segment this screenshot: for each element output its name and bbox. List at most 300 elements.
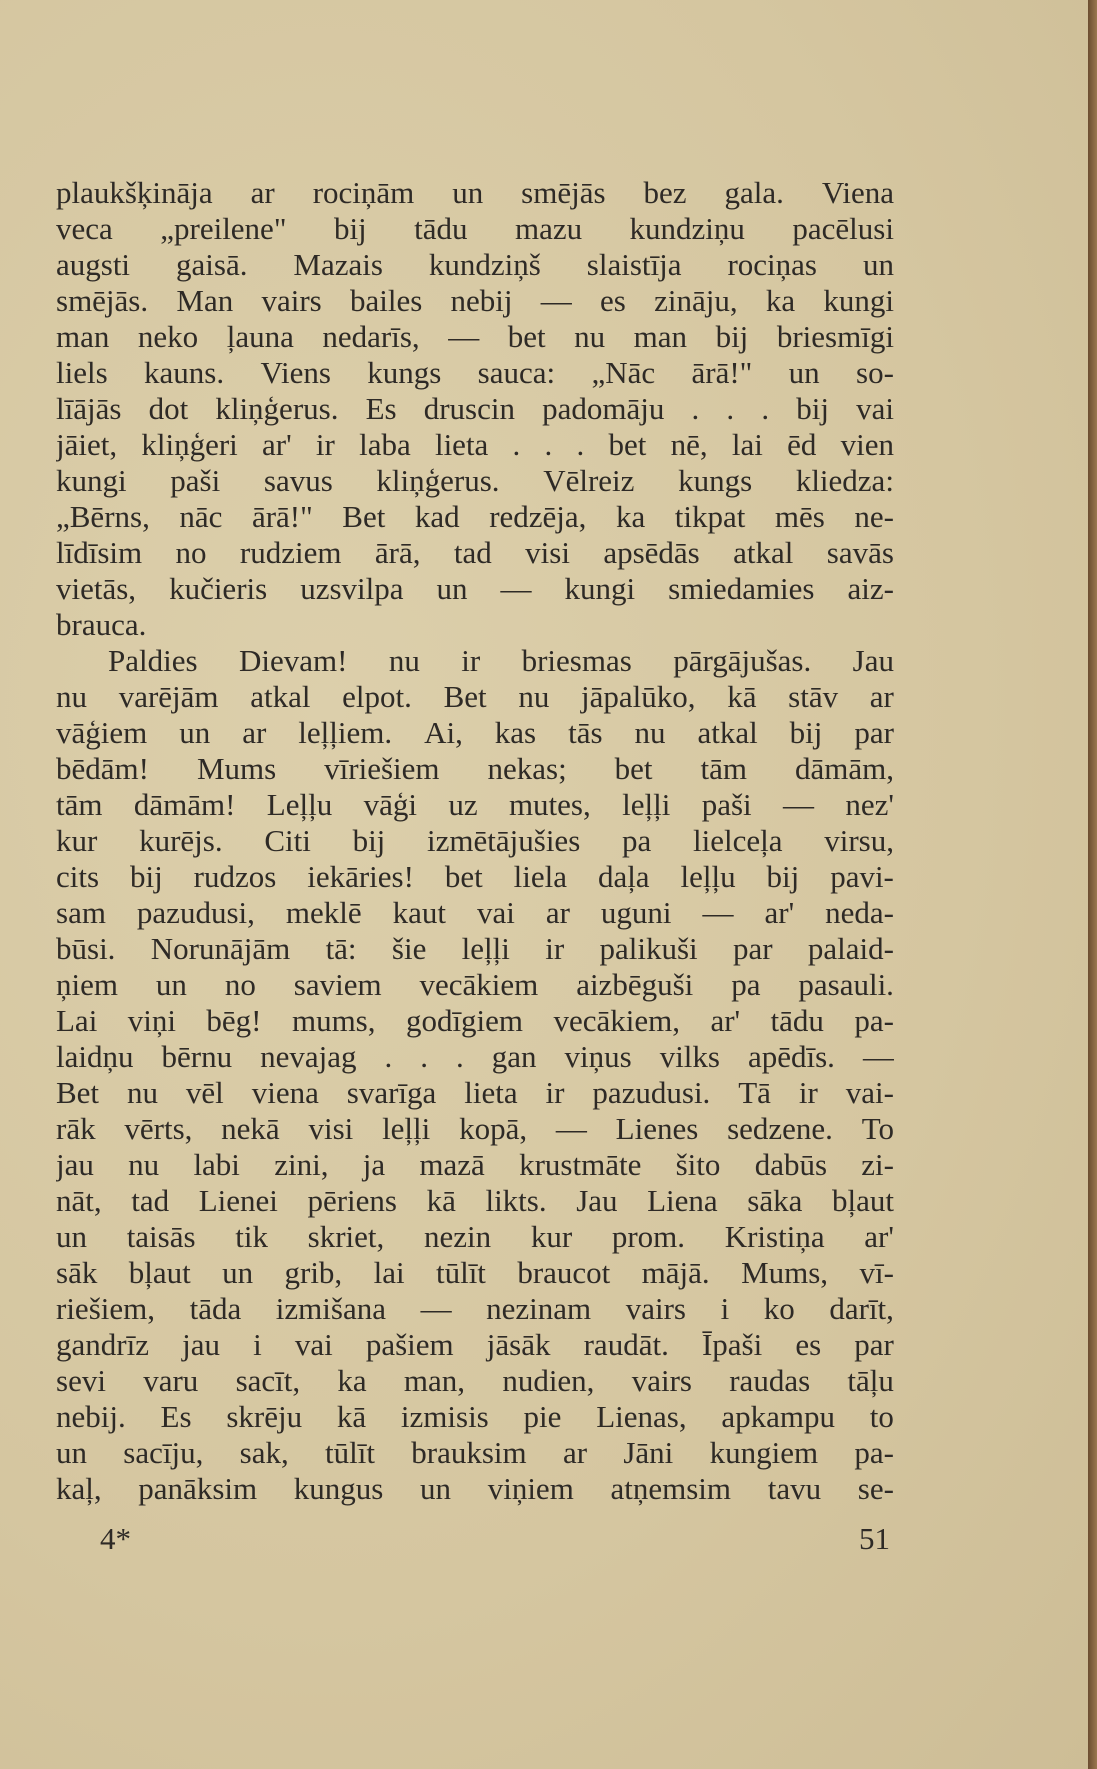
word: sāk bbox=[56, 1255, 98, 1290]
word: leļļiem. bbox=[298, 715, 393, 750]
word: smējās. bbox=[56, 283, 149, 318]
word: un bbox=[222, 1255, 254, 1290]
word: dot bbox=[148, 391, 189, 426]
word: Ai, bbox=[424, 715, 463, 750]
word: augsti bbox=[56, 247, 131, 282]
word: nāt, bbox=[56, 1183, 102, 1218]
text-line bbox=[56, 1111, 894, 1147]
word: dāmām! bbox=[133, 787, 236, 822]
word: vai bbox=[294, 1327, 333, 1362]
word: bet bbox=[608, 427, 647, 462]
word: grib, bbox=[284, 1255, 343, 1290]
word: bet bbox=[614, 751, 653, 786]
word: vecākiem, bbox=[553, 1003, 680, 1038]
word: elpot. bbox=[342, 679, 412, 714]
word: zi- bbox=[861, 1147, 894, 1182]
word: nezinam bbox=[486, 1291, 592, 1326]
word: gaisā. bbox=[176, 247, 248, 282]
text-line bbox=[56, 1039, 894, 1075]
word: — bbox=[420, 1291, 452, 1326]
word: būsi. bbox=[56, 931, 116, 966]
word: labi bbox=[193, 1147, 240, 1182]
word: „preilene" bbox=[160, 211, 287, 246]
word: nezin bbox=[423, 1219, 492, 1254]
word: slaistīja bbox=[586, 247, 682, 282]
word: vien bbox=[840, 427, 894, 462]
text-line bbox=[56, 823, 894, 859]
word: bez bbox=[643, 175, 687, 210]
text-line bbox=[56, 355, 894, 391]
word: jāiet, bbox=[56, 427, 118, 462]
word: pacēlusi bbox=[792, 211, 894, 246]
word: Es bbox=[365, 391, 397, 426]
word: Lienas, bbox=[596, 1399, 687, 1434]
word: kur bbox=[530, 1219, 573, 1254]
word: kundziņu bbox=[629, 211, 745, 246]
word: taisās bbox=[126, 1219, 196, 1254]
word: pa bbox=[622, 823, 652, 858]
word: izmētājušies bbox=[427, 823, 581, 858]
word: uzsvilpa bbox=[300, 571, 404, 606]
word: no bbox=[224, 967, 256, 1002]
word: kungs bbox=[678, 463, 753, 498]
word: kučieris bbox=[169, 571, 268, 606]
word: tūlīt bbox=[325, 1435, 375, 1470]
word: bij bbox=[789, 715, 823, 750]
word: šito bbox=[675, 1147, 721, 1182]
word: — bbox=[500, 571, 532, 606]
text-line bbox=[56, 895, 894, 931]
word: tūlīt bbox=[435, 1255, 486, 1290]
page-footer bbox=[56, 1521, 894, 1561]
word: kur bbox=[56, 823, 98, 858]
word: darīt, bbox=[829, 1291, 894, 1326]
text-line bbox=[56, 571, 894, 607]
word: nu bbox=[518, 679, 550, 714]
word: sam bbox=[56, 895, 106, 930]
word: vāģi bbox=[363, 787, 417, 822]
word: leļļi bbox=[461, 931, 510, 966]
word: bet bbox=[444, 859, 483, 894]
word: nekā bbox=[221, 1111, 280, 1146]
text-line bbox=[56, 1075, 894, 1111]
word: un bbox=[452, 175, 484, 210]
word: kad bbox=[414, 499, 460, 534]
word: bērnu bbox=[161, 1039, 233, 1074]
word: pazudusi, bbox=[136, 895, 255, 930]
word: ka bbox=[615, 499, 646, 534]
word: ar bbox=[242, 715, 267, 750]
word: vī- bbox=[859, 1255, 894, 1290]
text-line bbox=[56, 535, 894, 571]
word: vāģiem bbox=[56, 715, 148, 750]
word: paši bbox=[701, 787, 752, 822]
word: lieta bbox=[434, 427, 489, 462]
word: kliedza: bbox=[795, 463, 894, 498]
word: . bbox=[726, 391, 735, 426]
word: . bbox=[455, 1039, 464, 1074]
word: atkal bbox=[697, 715, 758, 750]
word: Jāni bbox=[623, 1435, 674, 1470]
word: tik bbox=[235, 1219, 268, 1254]
word: līdīsim bbox=[56, 535, 143, 570]
word: kungiem bbox=[709, 1435, 819, 1470]
word: Bet bbox=[443, 679, 487, 714]
word: daļa bbox=[597, 859, 650, 894]
word: redzēja, bbox=[489, 499, 587, 534]
word: savās bbox=[826, 535, 894, 570]
word: smiedamies bbox=[668, 571, 815, 606]
text-line bbox=[56, 787, 894, 823]
word: plaukšķināja bbox=[56, 175, 213, 210]
word: kopā, bbox=[459, 1111, 528, 1146]
word: nu bbox=[56, 679, 87, 714]
word: sāka bbox=[747, 1183, 803, 1218]
word: un bbox=[155, 967, 187, 1002]
text-line bbox=[56, 1291, 894, 1327]
word: Vēlreiz bbox=[543, 463, 635, 498]
word: palikuši bbox=[599, 931, 698, 966]
word: briesmīgi bbox=[776, 319, 894, 354]
word: dabūs bbox=[754, 1147, 828, 1182]
word: šie bbox=[391, 931, 427, 966]
word: se- bbox=[857, 1471, 894, 1506]
word: ļauna bbox=[226, 319, 294, 354]
word: ne- bbox=[854, 499, 894, 534]
word: gala. bbox=[724, 175, 784, 210]
word: bailes bbox=[349, 283, 423, 318]
word: cits bbox=[56, 859, 100, 894]
word: rāk bbox=[56, 1111, 96, 1146]
word: tā: bbox=[325, 931, 357, 966]
word: Es bbox=[160, 1399, 192, 1434]
word: no bbox=[175, 535, 207, 570]
word: jāsāk bbox=[486, 1327, 551, 1362]
word: meklē bbox=[285, 895, 362, 930]
word: krustmāte bbox=[519, 1147, 642, 1182]
word: vērts, bbox=[124, 1111, 193, 1146]
word: bij bbox=[766, 859, 800, 894]
word: ja bbox=[362, 1147, 386, 1182]
word: Liena bbox=[647, 1183, 718, 1218]
text-line bbox=[56, 391, 894, 427]
word: sak, bbox=[239, 1435, 289, 1470]
word: es bbox=[795, 1327, 822, 1362]
word: varu bbox=[143, 1363, 199, 1398]
text-line bbox=[56, 319, 894, 355]
text-line bbox=[56, 967, 894, 1003]
word: viņi bbox=[127, 1003, 176, 1038]
word: ar bbox=[545, 895, 570, 930]
word: saviem bbox=[293, 967, 382, 1002]
word: uguni bbox=[600, 895, 672, 930]
word: so- bbox=[856, 355, 894, 390]
word: viņus bbox=[564, 1039, 632, 1074]
word: palaid- bbox=[807, 931, 894, 966]
word: zināju, bbox=[654, 283, 738, 318]
word: leļļi bbox=[382, 1111, 431, 1146]
word: tādu bbox=[414, 211, 468, 246]
text-line bbox=[56, 175, 894, 211]
word: man bbox=[56, 319, 110, 354]
word: tikpat bbox=[674, 499, 746, 534]
text-line bbox=[56, 499, 894, 535]
word: tām bbox=[700, 751, 747, 786]
word: iekāries! bbox=[307, 859, 414, 894]
word: es bbox=[600, 283, 626, 318]
word: zini, bbox=[274, 1147, 329, 1182]
word: tad bbox=[131, 1183, 170, 1218]
word: . bbox=[691, 391, 700, 426]
word: — bbox=[702, 895, 734, 930]
page-number: 51 bbox=[859, 1521, 890, 1556]
word: kā bbox=[336, 1399, 367, 1434]
word: Mums bbox=[196, 751, 277, 786]
word: Īpaši bbox=[701, 1327, 763, 1362]
word: sedzene. bbox=[727, 1111, 833, 1146]
word: nevajag bbox=[260, 1039, 357, 1074]
word: nāc bbox=[179, 499, 223, 534]
word: pavi- bbox=[830, 859, 894, 894]
word: pārgājušas. bbox=[673, 643, 812, 678]
word: vairs bbox=[631, 1363, 692, 1398]
word: . bbox=[384, 1039, 393, 1074]
word: bij bbox=[129, 859, 163, 894]
word: ir bbox=[545, 931, 565, 966]
word: vēl bbox=[185, 1075, 224, 1110]
word: sacīt, bbox=[235, 1363, 301, 1398]
text-line bbox=[56, 1363, 894, 1399]
word: Man bbox=[176, 283, 234, 318]
word: nu bbox=[634, 715, 666, 750]
text-line bbox=[56, 1219, 894, 1255]
word: Lienei bbox=[198, 1183, 278, 1218]
word: vai bbox=[476, 895, 515, 930]
word: vairs bbox=[261, 283, 322, 318]
text-line bbox=[56, 679, 894, 715]
word: tās bbox=[568, 715, 603, 750]
word: . bbox=[420, 1039, 428, 1074]
word: varējām bbox=[118, 679, 219, 714]
word: izmišana bbox=[275, 1291, 386, 1326]
word: ir bbox=[461, 643, 481, 678]
word: druscin bbox=[423, 391, 515, 426]
word: un bbox=[436, 571, 468, 606]
word: neko bbox=[137, 319, 199, 354]
word: nudien, bbox=[502, 1363, 595, 1398]
text-line bbox=[56, 715, 894, 751]
signature-mark: 4* bbox=[100, 1521, 131, 1556]
word: leļļi bbox=[622, 787, 671, 822]
word: vai bbox=[856, 391, 894, 426]
word: lai bbox=[731, 427, 763, 462]
word: vai- bbox=[845, 1075, 894, 1110]
word: jau bbox=[56, 1147, 94, 1182]
word: jau bbox=[182, 1327, 220, 1362]
word: kas bbox=[494, 715, 537, 750]
word: svarīga bbox=[346, 1075, 437, 1110]
word: kungs bbox=[367, 355, 442, 390]
text-line bbox=[56, 427, 894, 463]
word: panāksim bbox=[138, 1471, 258, 1506]
word: bet bbox=[507, 319, 546, 354]
word: visi bbox=[308, 1111, 354, 1146]
word: apēdīs. bbox=[747, 1039, 835, 1074]
word: Tā bbox=[738, 1075, 771, 1110]
word: mutes, bbox=[508, 787, 591, 822]
word: nebij. bbox=[56, 1399, 126, 1434]
word: jāpalūko, bbox=[581, 679, 696, 714]
word: ir bbox=[798, 1075, 818, 1110]
word: un bbox=[56, 1435, 87, 1470]
word: gandrīz bbox=[56, 1327, 149, 1362]
text-line bbox=[56, 931, 894, 967]
word: apsēdās bbox=[603, 535, 700, 570]
word: atkal bbox=[250, 679, 311, 714]
word: Viena bbox=[821, 175, 894, 210]
text-line bbox=[56, 463, 894, 499]
text-line bbox=[56, 211, 894, 247]
text-line bbox=[56, 1435, 894, 1471]
word: par bbox=[854, 1327, 894, 1362]
word: i bbox=[253, 1327, 262, 1362]
word: tad bbox=[453, 535, 492, 570]
word: aizbēguši bbox=[576, 967, 694, 1002]
word: nu bbox=[388, 643, 420, 678]
word: — bbox=[782, 787, 814, 822]
word: visi bbox=[525, 535, 570, 570]
word: atņemsim bbox=[610, 1471, 732, 1506]
text-line bbox=[56, 1255, 894, 1291]
word: savus bbox=[263, 463, 333, 498]
word: vilks bbox=[659, 1039, 720, 1074]
word: ar' bbox=[262, 427, 292, 462]
word: ar bbox=[562, 1435, 588, 1470]
word: „Bērns, bbox=[56, 499, 150, 534]
text-line bbox=[56, 1147, 894, 1183]
word: kā bbox=[727, 679, 757, 714]
word: ko bbox=[763, 1291, 795, 1326]
word: nebij bbox=[450, 283, 513, 318]
word: vīriešiem bbox=[324, 751, 440, 786]
text-line bbox=[56, 247, 894, 283]
word: leļļu bbox=[680, 859, 736, 894]
word: Lienes bbox=[615, 1111, 699, 1146]
word: apkampu bbox=[721, 1399, 835, 1434]
word: ar' bbox=[864, 1219, 894, 1254]
word: — bbox=[448, 319, 480, 354]
word: kundziņš bbox=[428, 247, 541, 282]
word: atkal bbox=[733, 535, 794, 570]
word: kaut bbox=[392, 895, 446, 930]
word: rociņas bbox=[727, 247, 817, 282]
word: ņiem bbox=[56, 967, 118, 1002]
word: kliņģeri bbox=[141, 427, 238, 462]
word: i bbox=[720, 1291, 730, 1326]
word: neda- bbox=[825, 895, 894, 930]
word: ar bbox=[250, 175, 275, 210]
word: Jau bbox=[576, 1183, 618, 1218]
word: tādu bbox=[770, 1003, 824, 1038]
word: Lai bbox=[56, 1003, 98, 1038]
word: bij bbox=[352, 823, 386, 858]
word: bēg! bbox=[206, 1003, 262, 1038]
word: Kristiņa bbox=[724, 1219, 825, 1254]
word: laba bbox=[359, 427, 411, 462]
word: nez' bbox=[845, 787, 894, 822]
word: pa bbox=[731, 967, 761, 1002]
word: nu bbox=[128, 1147, 160, 1182]
word: rudzos bbox=[193, 859, 277, 894]
word: mazā bbox=[419, 1147, 485, 1182]
word: viņiem bbox=[487, 1471, 574, 1506]
word: sacīju, bbox=[123, 1435, 204, 1470]
text-line bbox=[56, 283, 894, 319]
word: kungi bbox=[564, 571, 636, 606]
word: par bbox=[732, 931, 773, 966]
word: pie bbox=[523, 1399, 562, 1434]
text-line bbox=[56, 1327, 894, 1363]
word: kaļ, bbox=[56, 1471, 102, 1506]
word: riešiem, bbox=[56, 1291, 155, 1326]
word: viena bbox=[251, 1075, 319, 1110]
word: bļaut bbox=[831, 1183, 894, 1218]
word: Citi bbox=[264, 823, 311, 858]
word: Viens bbox=[260, 355, 331, 390]
word: man, bbox=[403, 1363, 466, 1398]
word: Jau bbox=[852, 643, 894, 678]
word: Leļļu bbox=[266, 787, 333, 822]
word: pa- bbox=[854, 1003, 894, 1038]
word: pa- bbox=[854, 1435, 894, 1470]
text-line bbox=[56, 751, 894, 787]
word: ir bbox=[545, 1075, 565, 1110]
word: braucot bbox=[517, 1255, 611, 1290]
text-line bbox=[56, 1471, 894, 1507]
word: raudas bbox=[729, 1363, 811, 1398]
word: tavu bbox=[767, 1471, 822, 1506]
word: liels bbox=[56, 355, 108, 390]
word: veca bbox=[56, 211, 113, 246]
word: ārā, bbox=[374, 535, 421, 570]
word: — bbox=[540, 283, 572, 318]
word: un bbox=[179, 715, 211, 750]
word: liela bbox=[513, 859, 568, 894]
word: kungi bbox=[56, 463, 127, 498]
word: mazu bbox=[514, 211, 583, 246]
word: smējās bbox=[521, 175, 606, 210]
text-line: brauca. bbox=[56, 607, 147, 642]
word: un bbox=[862, 247, 894, 282]
word: . bbox=[544, 427, 553, 462]
word: ārā!" bbox=[691, 355, 753, 390]
word: bij bbox=[715, 319, 749, 354]
word: aiz- bbox=[847, 571, 894, 606]
word: kauns. bbox=[144, 355, 225, 390]
word: to bbox=[869, 1399, 894, 1434]
word: Dievam! bbox=[238, 643, 348, 678]
word: padomāju bbox=[542, 391, 665, 426]
word: ēd bbox=[787, 427, 817, 462]
word: kungus bbox=[293, 1471, 384, 1506]
word: bļaut bbox=[128, 1255, 191, 1290]
word: „Nāc bbox=[591, 355, 656, 390]
word: tāļu bbox=[847, 1363, 894, 1398]
word: kliņģerus. bbox=[215, 391, 339, 426]
word: sauca: bbox=[477, 355, 556, 390]
word: stāv bbox=[788, 679, 839, 714]
word: pasauli. bbox=[798, 967, 894, 1002]
